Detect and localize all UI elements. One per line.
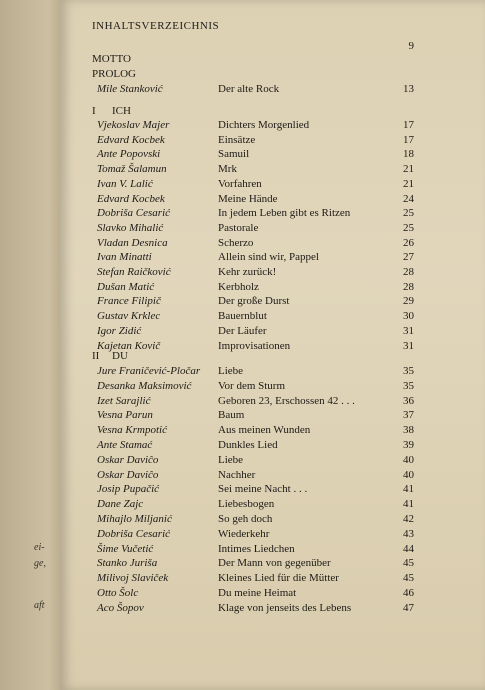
toc-entry: [0, 148, 485, 162]
toc-entry: [0, 222, 485, 236]
toc-author: France Filipič: [97, 295, 161, 308]
toc-entry: [0, 395, 485, 409]
toc-entry: [0, 193, 485, 207]
toc-page-number: 35: [403, 379, 414, 392]
toc-author: Edvard Kocbek: [97, 133, 165, 146]
toc-work-title: Kehr zurück!: [218, 266, 277, 278]
toc-author: Gustav Krklec: [97, 310, 161, 323]
toc-page-number: 17: [403, 133, 414, 146]
toc-author: Dušan Matić: [97, 280, 155, 293]
page-title: INHALTSVERZEICHNIS: [92, 20, 220, 32]
toc-entry: [0, 83, 485, 97]
toc-entry: [0, 325, 485, 339]
toc-page-number: 45: [403, 557, 414, 570]
toc-page-number: 40: [403, 453, 414, 466]
toc-work-title: Wiederkehr: [218, 527, 270, 540]
toc-page-number: 44: [403, 542, 414, 555]
toc-author: Ante Popovski: [97, 148, 161, 161]
motto-page-row: [0, 40, 485, 54]
toc-work-title: So geh doch: [218, 513, 273, 525]
section-title: ICH: [112, 105, 131, 117]
toc-work-title: Der Läufer: [218, 324, 267, 337]
toc-page-number: 25: [403, 207, 414, 220]
left-page-fragment: aft: [34, 600, 45, 611]
toc-page-number: 43: [403, 527, 414, 540]
left-page-fragment: ge,: [34, 558, 46, 569]
toc-entry: [0, 163, 485, 177]
toc-entry: [0, 409, 485, 423]
toc-page-number: 37: [403, 409, 414, 422]
motto-page-number: 9: [408, 40, 414, 52]
toc-entry: [0, 340, 485, 354]
toc-page-number: 42: [403, 513, 414, 525]
toc-author: Oskar Daviĉo: [97, 468, 159, 481]
toc-page-number: 24: [403, 192, 414, 205]
toc-entry: [0, 119, 485, 133]
toc-entry: [0, 310, 485, 324]
section-heading-du: [92, 350, 128, 362]
toc-page-number: 29: [403, 295, 414, 308]
toc-work-title: Kleines Lied für die Mütter: [218, 572, 339, 585]
toc-author: Vladan Desnica: [97, 236, 168, 249]
toc-work-title: Der Mann von gegenüber: [218, 557, 331, 570]
toc-work-title: Liebesbogen: [218, 498, 275, 511]
toc-page-number: 27: [403, 251, 414, 264]
section-numeral: II: [92, 350, 100, 362]
toc-author: Dobriša Cesarić: [97, 527, 171, 540]
toc-author: Izet Sarajlić: [97, 394, 151, 407]
motto-label: MOTTO: [92, 53, 131, 65]
toc-author: Mihajlo Miljanić: [97, 513, 172, 525]
toc-author: Stefan Raičković: [97, 266, 171, 278]
toc-entry: [0, 178, 485, 192]
prolog-label: PROLOG: [92, 68, 137, 80]
toc-work-title: Der alte Rock: [218, 83, 280, 95]
toc-author: Mile Stanković: [97, 83, 163, 95]
toc-page-number: 28: [403, 266, 414, 278]
toc-work-title: Dunkles Lied: [218, 439, 278, 451]
toc-work-title: Vorfahren: [218, 177, 262, 190]
toc-work-title: Intimes Liedchen: [218, 542, 295, 555]
toc-work-title: Geboren 23, Erschossen 42 . . .: [218, 394, 355, 407]
toc-work-title: Mrk: [218, 163, 237, 176]
toc-work-title: Bauernblut: [218, 310, 267, 323]
toc-entry: [0, 572, 485, 586]
section-numeral: I: [92, 105, 96, 117]
toc-page-number: 38: [403, 424, 414, 437]
toc-page-number: 46: [403, 587, 414, 599]
toc-entry: [0, 454, 485, 468]
toc-work-title: Einsätze: [218, 133, 256, 146]
toc-entry: [0, 587, 485, 601]
toc-author: Otto Šolc: [97, 587, 139, 599]
section-heading-ich: [92, 105, 131, 117]
toc-page-number: 39: [403, 439, 414, 451]
toc-work-title: Pastorale: [218, 221, 259, 234]
toc-page-number: 28: [403, 280, 414, 293]
toc-author: Slavko Mihalić: [97, 221, 164, 234]
toc-author: Dane Zajc: [97, 498, 144, 511]
toc-page-number: 40: [403, 468, 414, 481]
toc-page-number: 18: [403, 148, 414, 161]
toc-author: Dobriša Cesarić: [97, 207, 171, 220]
toc-entry: [0, 295, 485, 309]
toc-page-number: 21: [403, 177, 414, 190]
section-title: DU: [112, 350, 128, 362]
toc-entry: [0, 380, 485, 394]
toc-work-title: Du meine Heimat: [218, 587, 297, 599]
toc-work-title: Liebe: [218, 453, 244, 466]
toc-entry: [0, 498, 485, 512]
toc-work-title: Improvisationen: [218, 339, 291, 352]
toc-work-title: Kerbholz: [218, 280, 259, 293]
toc-page-number: 31: [403, 339, 414, 352]
toc-page-number: 36: [403, 394, 414, 407]
toc-page-number: 30: [403, 310, 414, 323]
toc-entry: [0, 602, 485, 616]
toc-author: Vesna Parun: [97, 409, 153, 422]
toc-author: Oskar Daviĉo: [97, 453, 159, 466]
toc-entry: [0, 483, 485, 497]
toc-work-title: Sei meine Nacht . . .: [218, 483, 308, 496]
toc-entry: [0, 281, 485, 295]
toc-page-number: 45: [403, 572, 414, 585]
toc-page-number: 17: [403, 119, 414, 131]
toc-page-number: 47: [403, 601, 414, 614]
toc-author: Tomaž Šalamun: [97, 163, 167, 176]
toc-author: Šime Vučetić: [97, 542, 154, 555]
toc-author: Aco Šopov: [97, 601, 144, 614]
toc-author: Ivan V. Lalić: [97, 177, 153, 190]
toc-author: Jure Franičević-Pločar: [97, 365, 201, 377]
toc-entry: [0, 513, 485, 527]
toc-author: Ante Stamać: [97, 439, 153, 451]
toc-entry: [0, 365, 485, 379]
toc-work-title: Nachher: [218, 468, 256, 481]
toc-author: Kajetan Kovič: [97, 339, 161, 352]
toc-author: Vjekoslav Majer: [97, 119, 170, 131]
toc-page-number: 13: [403, 83, 414, 95]
toc-entry: [0, 424, 485, 438]
toc-entry: [0, 557, 485, 571]
toc-entry: [0, 134, 485, 148]
toc-entry: [0, 266, 485, 280]
toc-work-title: Samuil: [218, 148, 250, 161]
toc-author: Desanka Maksimović: [97, 379, 192, 392]
toc-author: Ivan Minatti: [97, 251, 152, 264]
toc-author: Igor Zidić: [97, 324, 142, 337]
toc-entry: [0, 469, 485, 483]
toc-work-title: In jedem Leben gibt es Ritzen: [218, 207, 351, 220]
toc-page-number: 21: [403, 163, 414, 176]
toc-work-title: Dichters Morgenlied: [218, 119, 310, 131]
toc-page-number: 31: [403, 324, 414, 337]
toc-page-number: 26: [403, 236, 414, 249]
left-page-fragment: ei-: [34, 542, 45, 553]
toc-work-title: Scherzo: [218, 236, 254, 249]
toc-work-title: Klage von jenseits des Lebens: [218, 601, 352, 614]
toc-entry: [0, 543, 485, 557]
toc-work-title: Vor dem Sturm: [218, 379, 286, 392]
toc-work-title: Der große Durst: [218, 295, 290, 308]
toc-work-title: Aus meinen Wunden: [218, 424, 311, 437]
toc-entry: [0, 207, 485, 221]
toc-work-title: Liebe: [218, 365, 244, 377]
toc-author: Milivoj Slaviček: [97, 572, 169, 585]
toc-author: Edvard Kocbek: [97, 192, 165, 205]
toc-entry: [0, 237, 485, 251]
toc-work-title: Meine Hände: [218, 192, 278, 205]
toc-author: Vesna Krmpotić: [97, 424, 167, 437]
toc-page-number: 41: [403, 483, 414, 496]
toc-work-title: Allein sind wir, Pappel: [218, 251, 319, 264]
toc-page-number: 41: [403, 498, 414, 511]
toc-author: Josip Pupačić: [97, 483, 160, 496]
toc-author: Stanko Juriša: [97, 557, 158, 570]
toc-work-title: Baum: [218, 409, 245, 422]
toc-page-number: 25: [403, 221, 414, 234]
toc-entry: [0, 528, 485, 542]
toc-entry: [0, 439, 485, 453]
toc-entry: [0, 251, 485, 265]
toc-page-number: 35: [403, 365, 414, 377]
